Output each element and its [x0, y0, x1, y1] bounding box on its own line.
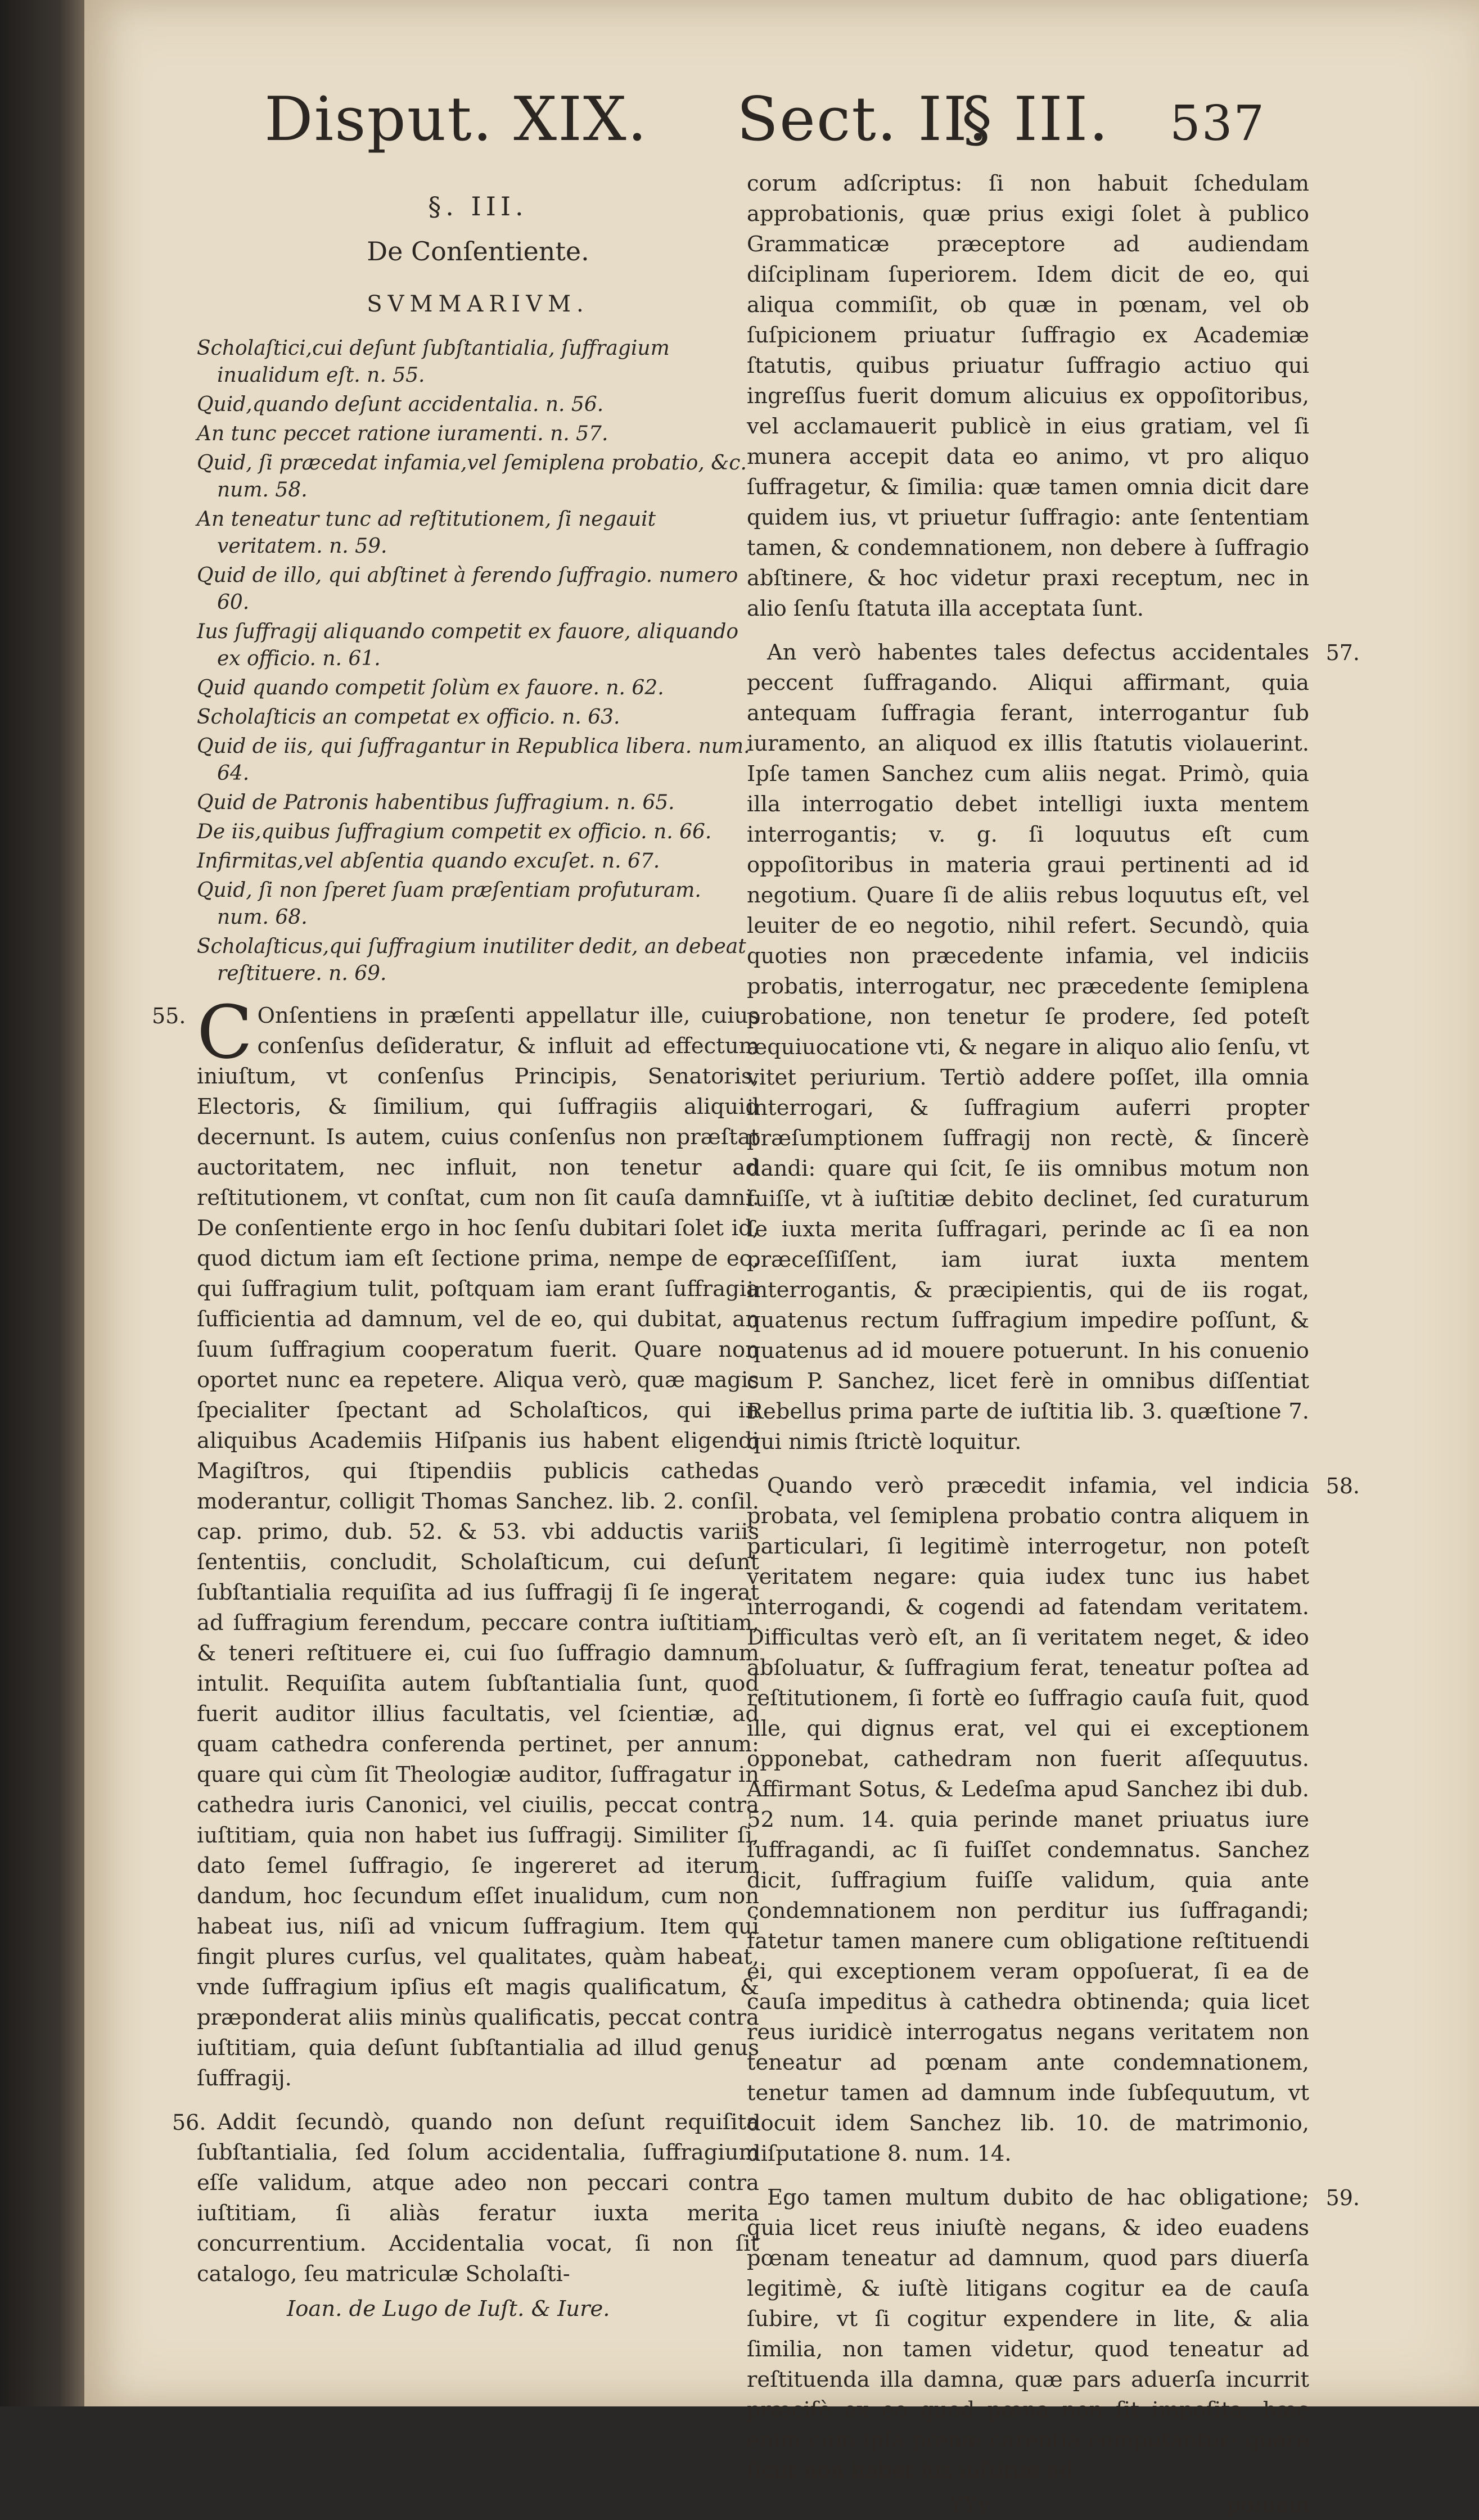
- summary-item: Infirmitas,vel abſentia quando excuſet. n. 67.: [197, 850, 660, 873]
- section-mark: §. III.: [428, 191, 528, 222]
- paragraph-56: [172, 2107, 759, 2289]
- author-signature-line: Ioan. de Lugo de Iuſt. & Iure.: [287, 2296, 610, 2322]
- margin-number-55: 55.: [152, 1004, 186, 1028]
- paragraph-59: [747, 2183, 1360, 2486]
- paragraph-text: Addit ſecundò, quando non deſunt requiſita ſubſtantialia, ſed ſolum accidentalia, ſuffragium eſſe validum, atque adeo non peccari contra iuſtitiam, ſi aliàs feratur iuxta merita concurrentium. Accidentalia vocat, ſi non ſit catalogo, ſeu matriculæ Scholaſti-: [197, 2110, 759, 2287]
- summary-item: Ius ſuffragij aliquando competit ex fauore, aliquando ex officio. n. 61.: [197, 620, 739, 670]
- summary-item: Quid quando competit ſolùm ex fauore. n. 62.: [197, 676, 664, 699]
- paragraph-58: [747, 1471, 1360, 2169]
- right-column: [747, 169, 1360, 2520]
- summary-item: An teneatur tunc ad reſtitutionem, ſi negauit veritatem. n. 59.: [197, 508, 656, 558]
- printer-signature-mark: YYy: [949, 2492, 990, 2517]
- margin-number-56: 56.: [172, 2110, 206, 2135]
- summarium-heading: SVMMARIVM.: [367, 291, 589, 317]
- summary-item: Scholaſticis an competat ex officio. n. 63.: [197, 706, 620, 729]
- paragraph-continued: [747, 169, 1309, 624]
- page-footer: [747, 2490, 1309, 2520]
- summary-item: Quid, ſi non ſperet ſuam præſentiam profuturam. num. 68.: [197, 879, 701, 929]
- header-section: Sect. II.: [737, 84, 989, 155]
- summary-item: Quid, ſi præcedat infamia,vel ſemiplena probatio, &c. num. 58.: [197, 451, 747, 502]
- drop-capital: C: [197, 990, 253, 1075]
- paragraph-text: Ego tamen multum dubito de hac obligatione; quia licet reus iniuſtè negans, & ideo euadens pœnam teneatur ad damnum, quod pars diuerſa legitimè, & iuſtè litigans cogitur ea de cauſa ſubire, vt ſi cogitur expendere in lite, & alia ſimilia, non tamen videtur, quod teneatur ad reſtituenda illa damna, quæ pars aduerſa incurrit præciſè ex eo quod pœna non ſit impoſita; hæc enim cum ipſa pœnæ carentia computantur; quare ſicut non habet ius iuſtitiæ ad: [747, 2185, 1309, 2483]
- header-paragraph: § III.: [962, 84, 1110, 155]
- page-number: 537: [1170, 96, 1266, 152]
- summary-item: Scholaſtici,cui deſunt ſubſtantialia, ſuffragium inualidum eſt. n. 55.: [197, 337, 670, 387]
- paragraph-text: An verò habentes tales defectus accidentales peccent ſuffragando. Aliqui affirmant, quia antequam ſuffragia ferant, interrogantur ſub iuramento, an aliquod ex illis ſtatutis violauerint. Ipſe tamen Sanchez cum aliis negat. Primò, quia illa interrogatio debet intelligi iuxta mentem interrogantis; v. g. ſi loquutus eſt cum oppoſitoribus in materia graui pertinenti ad id negotium. Quare ſi de aliis rebus loquutus eſt, vel leuiter de eo negotio, nihil refert. Secundò, quia quoties non præcedente infamia, vel indiciis probatis, interrogatur, nec præcedente ſemiplena probatione, non tenetur ſe prodere, ſed poteſt æquiuocatione vti, & negare in aliquo alio ſenſu, vt vitet periurium. Tertiò addere poſſet, illa omnia interrogari, & ſuffragium auferri propter præſumptionem ſuffragij non rectè, & ſincerè dandi: quare qui ſcit, ſe iis omnibus motum non fuiſſe, vt à iuſtitiæ debito declinet, ſed curaturum ſe iuxta merita ſuffragari, perinde ac ſi ea non præceſſiſſent, iam iurat iuxta mentem interrogantis, & præcipientis, qui de iis rogat, quatenus rectum ſuffragium impedire poſſunt, & quatenus ad id mouere potuerunt. In his conuenio cum P. Sanchez, licet ferè in omnibus diſſentiat Rebellus prima parte de iuſtitia lib. 3. quæſtione 7. qui nimis ſtrictè loquitur.: [747, 640, 1309, 1455]
- summary-item: Quid de iis, qui ſuffragantur in Republica libera. num. 64.: [197, 735, 750, 785]
- catchword: pœnam: [1227, 2492, 1309, 2517]
- margin-number-58: 58.: [1325, 1474, 1360, 1498]
- paragraph-57: [747, 638, 1360, 1457]
- summary-item: Quid,quando deſunt accidentalia. n. 56.: [197, 393, 604, 416]
- running-header: [174, 84, 1440, 169]
- summary-item: Quid de illo, qui abſtinet à ferendo ſuffragio. numero 60.: [197, 564, 738, 614]
- section-title: De Conſentiente.: [367, 236, 589, 267]
- summary-item: An tunc peccet ratione iuramenti. n. 57.: [197, 422, 608, 445]
- paragraph-55: [152, 990, 759, 2094]
- summary-item: Quid de Patronis habentibus ſuffragium. n. 65.: [197, 791, 675, 814]
- book-page: [84, 0, 1479, 2517]
- summary-list: [197, 335, 759, 987]
- summary-item: De iis,quibus ſuffragium competit ex officio. n. 66.: [197, 820, 712, 843]
- summary-item: Scholaſticus,qui ſuffragium inutiliter dedit, an debeat reſtituere. n. 69.: [197, 935, 746, 985]
- left-column: [152, 174, 759, 2324]
- paragraph-text: corum adſcriptus: ſi non habuit ſchedulam approbationis, quæ prius exigi ſolet à publico Grammaticæ præceptore ad audiendam diſciplinam ſuperiorem. Idem dicit de eo, qui aliqua commiſit, ob quæ in pœnam, vel ob ſuſpicionem priuatur ſuffragio ex Academiæ ſtatutis, quibus priuatur ſuffragio actiuo qui ingreſſus fuerit domum alicuius ex oppoſitoribus, vel acclamauerit publicè in eius gratiam, vel ſi munera accepit data eo animo, vt pro aliquo ſuffragetur, & ſimilia: quæ tamen omnia dicit dare quidem ius, vt priuetur ſuffragio: ante ſententiam tamen, & condemnationem, non debere à ſuffragio abſtinere, & hoc videtur praxi receptum, nec in alio ſenſu ſtatuta illa acceptata ſunt.: [747, 171, 1309, 621]
- paragraph-text: Onſentiens in præſenti appellatur ille, cuius conſenſus deſideratur, & influit ad effectum iniuſtum, vt conſenſus Principis, Senatoris, Electoris, & ſimilium, qui ſuffragiis aliquid decernunt. Is autem, cuius conſenſus non præſtat auctoritatem, nec influit, non tenetur ad reſtitutionem, vt conſtat, cum non ſit cauſa damni. De conſentiente ergo in hoc ſenſu dubitari ſolet id, quod dictum iam eſt ſectione prima, nempe de eo, qui ſuffragium tulit, poſtquam iam erant ſuffragia ſufficientia ad damnum, vel de eo, qui dubitat, an ſuum ſuffragium cooperatum fuerit. Quare non oportet nunc ea repetere. Aliqua verò, quæ magis ſpecialiter ſpectant ad Scholaſticos, qui in aliquibus Academiis Hiſpanis ius habent eligendi Magiſtros, qui ſtipendiis publicis cathedas moderantur, colligit Thomas Sanchez. lib. 2. conſil. cap. primo, dub. 52. & 53. vbi adductis variis ſententiis, concludit, Scholaſticum, cui deſunt ſubſtantialia requiſita ad ius ſuffragij ſi ſe ingerat ad ſuffragium ferendum, peccare contra iuſtitiam, & teneri reſtituere ei, cui ſuo ſuffragio damnum intulit. Requiſita autem ſubſtantialia ſunt, quod fuerit auditor illius facultatis, vel ſcientiæ, ad quam cathedra conferenda pertinet, per annum: quare qui cùm ſit Theologiæ auditor, ſuffragatur in cathedra iuris Canonici, vel ciuilis, peccat contra iuſtitiam, quia non habet ius ſuffragij. Similiter ſi, dato ſemel ſuffragio, ſe ingereret ad iterum dandum, hoc ſecundum eſſet inualidum, cum non habeat ius, niſi ad vnicum ſuffragium. Item qui fingit plures curſus, vel qualitates, quàm habeat, vnde ſuffragium ipſius eſt magis qualificatum, & præponderat aliis minùs qualificatis, peccat contra iuſtitiam, quia deſunt ſubſtantialia ad illud genus ſuffragij.: [197, 1003, 759, 2091]
- margin-number-57: 57.: [1325, 640, 1360, 665]
- margin-number-59: 59.: [1325, 2185, 1360, 2210]
- paragraph-text: Quando verò præcedit infamia, vel indicia probata, vel ſemiplena probatio contra aliquem in particulari, ſi legitimè interrogetur, non poteſt veritatem negare: quia iudex tunc ius habet interrogandi, & cogendi ad fatendam veritatem. Difficultas verò eſt, an ſi veritatem neget, & ideo abſoluatur, & ſuffragium ferat, teneatur poſtea ad reſtitutionem, ſi fortè eo ſuffragio cauſa fuit, quod ille, qui dignus erat, vel qui ei exceptionem opponebat, cathedram non fuerit aſſequutus. Affirmant Sotus, & Ledeſma apud Sanchez ibi dub. 52 num. 14. quia perinde manet priuatus iure ſuffragandi, ac ſi fuiſſet condemnatus. Sanchez dicit, ſuffragium fuiſſe validum, quia ante condemnationem non perditur ius ſuffragandi; fatetur tamen manere cum obligatione reſtituendi ei, qui exceptionem veram oppoſuerat, ſi ea de cauſa impeditus à cathedra obtinenda; quia licet reus iuridicè interrogatus negans veritatem non teneatur ad pœnam ante condemnationem, tenetur tamen ad damnum inde ſubſequutum, vt docuit idem Sanchez lib. 10. de matrimonio, diſputatione 8. num. 14.: [747, 1473, 1309, 2166]
- header-disputation: Disput. XIX.: [264, 84, 648, 155]
- book-gutter: [0, 0, 84, 2406]
